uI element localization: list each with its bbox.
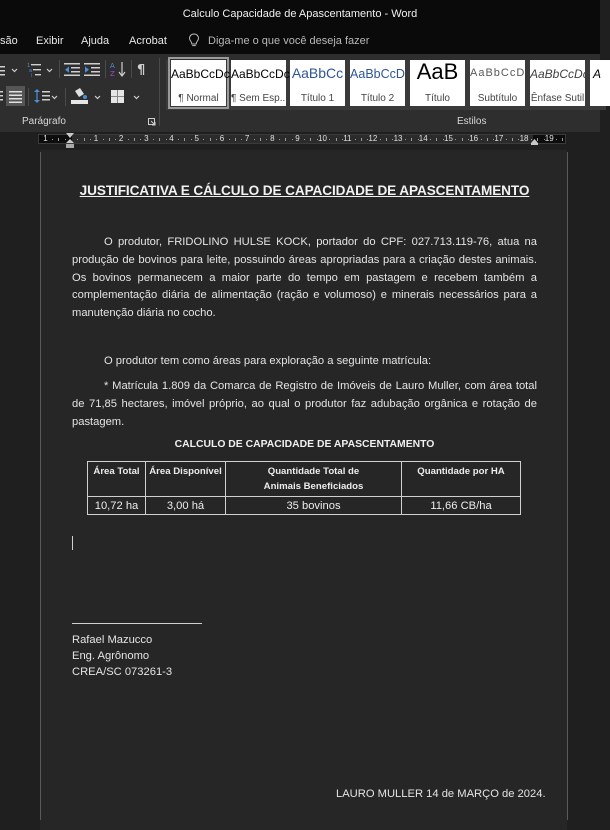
ruler-tick xyxy=(455,139,456,140)
style-normal[interactable] xyxy=(171,60,230,106)
align-right-icon[interactable] xyxy=(0,90,4,102)
signatory-registry: CREA/SC 073261-3 xyxy=(72,666,173,678)
menu-bar xyxy=(0,28,600,54)
multilevel-list-icon[interactable] xyxy=(27,62,43,77)
ruler-tick xyxy=(367,139,368,140)
ruler-tick xyxy=(210,138,211,141)
paragraph-areas: O produtor tem como áreas para exploração a seguinte matrícula: xyxy=(104,355,432,367)
style-sample: AaBbCcDc xyxy=(171,67,230,81)
ruler-tick xyxy=(285,138,286,141)
style-name: Título xyxy=(424,93,450,104)
styles-group-label: Estilos xyxy=(457,116,487,127)
header-area-total: Área Total xyxy=(88,462,146,497)
ruler-number: 19 xyxy=(544,134,554,143)
ruler-tick xyxy=(493,139,494,140)
ruler-tick xyxy=(336,138,337,141)
style-name: ¶ Normal xyxy=(178,93,219,104)
increase-indent-icon[interactable] xyxy=(84,63,100,76)
style-sample: AaBbCcDc xyxy=(530,67,589,81)
cell-area-disponivel: 3,00 há xyxy=(146,497,226,515)
style-sem-espacamento[interactable] xyxy=(231,60,290,106)
ruler-tick xyxy=(292,139,293,140)
style-name: Título 2 xyxy=(360,93,395,104)
ruler-tick xyxy=(487,138,488,141)
ruler-tick xyxy=(361,138,362,141)
table-title: CALCULO DE CAPACIDADE DE APASCENTAMENTO xyxy=(174,439,435,450)
signatory-name: Rafael Mazucco xyxy=(72,634,153,646)
line-spacing-icon[interactable] xyxy=(34,89,50,104)
ruler-tick xyxy=(128,139,129,140)
chevron-down-icon[interactable] xyxy=(46,68,53,73)
ruler-number: 11 xyxy=(343,134,352,143)
chevron-down-icon[interactable] xyxy=(94,95,101,100)
table-row xyxy=(88,497,521,515)
cell-quantidade-por-ha: 11,66 CB/ha xyxy=(402,497,521,515)
svg-text:¶: ¶ xyxy=(137,63,146,78)
ruler-tick xyxy=(241,139,242,140)
style-subtitulo[interactable] xyxy=(470,60,525,106)
styles-gallery xyxy=(166,60,606,110)
ruler-tick xyxy=(355,139,356,140)
ruler-tick xyxy=(430,139,431,140)
ruler-tick xyxy=(203,139,204,140)
header-quantidade-por-ha: Quantidade por HA xyxy=(402,462,521,497)
ruler-tick xyxy=(556,139,557,140)
tell-me-text: Diga-me o que você deseja fazer xyxy=(208,34,370,47)
ruler-number: 6 xyxy=(219,134,225,143)
style-sample: AaBbCcD xyxy=(470,67,526,79)
ruler-tick xyxy=(481,139,482,140)
style-name: Título 1 xyxy=(300,93,335,104)
ruler-tick xyxy=(191,139,192,140)
title-bar xyxy=(0,0,600,28)
horizontal-ruler[interactable] xyxy=(38,134,566,144)
ruler-tick xyxy=(468,139,469,140)
ruler-tick xyxy=(544,139,545,140)
ruler-tick xyxy=(58,138,59,141)
ruler-tick xyxy=(380,139,381,140)
ruler-tick xyxy=(266,139,267,140)
ruler-tick xyxy=(254,139,255,140)
window-title: Calculo Capacidade de Apascentamento - Word xyxy=(182,8,418,20)
ruler-number: 5 xyxy=(194,134,199,143)
ruler-number: 1 xyxy=(93,134,99,143)
ruler-tick xyxy=(216,139,217,140)
page-border-right xyxy=(567,152,568,820)
pilcrow-icon[interactable] xyxy=(137,62,148,76)
ruler-tick xyxy=(279,139,280,140)
style-enfase-sutil[interactable] xyxy=(530,60,589,106)
ruler-tick xyxy=(178,139,179,140)
style-sample: AaBbCc xyxy=(291,65,344,81)
ruler-tick xyxy=(436,138,437,141)
chevron-down-icon[interactable] xyxy=(51,95,58,100)
ruler-tick xyxy=(392,139,393,140)
ruler-number: 12 xyxy=(368,134,378,143)
chevron-down-icon[interactable] xyxy=(11,68,18,73)
indent-marker-icon[interactable] xyxy=(66,133,74,149)
ruler-tick xyxy=(166,139,167,140)
signatory-role: Eng. Agrônomo xyxy=(72,650,150,662)
ruler-tick xyxy=(134,138,135,141)
menu-revisao[interactable]: são xyxy=(0,35,18,47)
menu-acrobat[interactable]: Acrobat xyxy=(129,35,167,47)
svg-text:i: i xyxy=(31,73,33,79)
ruler-tick xyxy=(462,138,463,141)
ruler-tick xyxy=(418,139,419,140)
svg-text:A: A xyxy=(110,62,115,70)
bullets-icon[interactable] xyxy=(0,64,6,76)
ruler-tick xyxy=(342,139,343,140)
ruler-number: 8 xyxy=(270,134,275,143)
lightbulb-icon xyxy=(188,33,200,48)
cell-quantidade-animais: 35 bovinos xyxy=(226,497,402,515)
ruler-tick xyxy=(52,139,53,140)
ruler-tick xyxy=(317,139,318,140)
cell-area-total: 10,72 ha xyxy=(88,497,146,515)
ruler-tick xyxy=(115,139,116,140)
ruler-tick xyxy=(405,139,406,140)
ruler-tick xyxy=(140,139,141,140)
ribbon xyxy=(0,54,600,132)
ruler-tick xyxy=(235,138,236,141)
divider xyxy=(59,60,60,78)
style-titulo-2[interactable] xyxy=(350,60,405,106)
text-cursor xyxy=(72,536,73,550)
ruler-tick xyxy=(562,138,563,141)
decrease-indent-icon[interactable] xyxy=(64,63,80,76)
style-sample: AaB xyxy=(416,59,459,84)
paragraph-producer: O produtor, FRIDOLINO HULSE KOCK, portador do CPF: 027.713.119-76, atua na produção de bovinos para leite, possuindo áreas apropriadas para a criação destes animais. Os bovinos permanecem a maior parte do tempo em pastagem e recebem também a complementação diária de alimentação (ração e volumoso) e minerais necessários para a manutenção diária no cocho. xyxy=(72,236,537,320)
ruler-tick xyxy=(411,138,412,141)
divider xyxy=(131,60,132,78)
ruler-tick xyxy=(90,139,91,140)
paragraph-matricula: * Matrícula 1.809 da Comarca de Registro de Imóveis de Lauro Muller, com área total de 71,85 hectares, imóvel próprio, ao qual o produtor faz adubação orgânica e rotação de pastagem. xyxy=(72,380,537,428)
svg-text:a: a xyxy=(29,68,33,74)
style-name: ¶ Sem Esp... xyxy=(231,93,289,104)
right-indent-marker-icon[interactable] xyxy=(531,139,538,145)
tell-me-search[interactable] xyxy=(188,33,369,48)
divider xyxy=(159,58,160,126)
borders-icon[interactable] xyxy=(111,90,124,103)
ruler-tick xyxy=(159,138,160,141)
ruler-tick xyxy=(260,138,261,141)
date-line: LAURO MULLER 14 de MARÇO de 2024. xyxy=(336,788,546,800)
page-border-left xyxy=(40,152,41,820)
ruler-tick xyxy=(512,138,513,141)
justify-icon xyxy=(6,86,25,106)
divider xyxy=(28,88,29,106)
ruler-number: 9 xyxy=(295,134,300,143)
ruler-tick xyxy=(506,139,507,140)
paragraph-group-label: Parágrafo xyxy=(22,116,66,127)
capacity-table xyxy=(87,461,521,515)
ruler-tick xyxy=(153,139,154,140)
style-sample: AaBbCcD xyxy=(350,67,405,81)
ruler-number: 3 xyxy=(144,134,149,143)
document-title: JUSTIFICATIVA E CÁLCULO DE CAPACIDADE DE APASCENTAMENTO xyxy=(79,183,530,198)
ruler-number: 1 xyxy=(43,134,48,143)
chevron-down-icon[interactable] xyxy=(133,95,140,100)
ruler-tick xyxy=(229,139,230,140)
ruler-tick xyxy=(386,138,387,141)
ruler-number: 18 xyxy=(519,134,529,143)
divider xyxy=(65,88,66,106)
ruler-tick xyxy=(109,138,110,141)
ruler-tick xyxy=(103,139,104,140)
ruler-tick xyxy=(310,138,311,141)
style-sample: A xyxy=(593,67,602,81)
ruler-tick xyxy=(518,139,519,140)
ruler-tick xyxy=(329,139,330,140)
ruler-number: 10 xyxy=(318,134,327,143)
svg-text:Z: Z xyxy=(110,70,115,78)
ruler-tick xyxy=(77,139,78,140)
justify-button[interactable] xyxy=(6,86,25,106)
menu-exibir[interactable]: Exibir xyxy=(36,35,64,47)
style-name: Subtítulo xyxy=(477,93,518,104)
shading-icon[interactable] xyxy=(71,88,88,105)
ruler-number: 4 xyxy=(169,134,174,143)
ruler-number: 17 xyxy=(494,134,504,143)
divider xyxy=(105,60,106,78)
ruler-number: 16 xyxy=(469,134,479,143)
header-area-disponivel: Área Disponível xyxy=(146,462,226,497)
style-titulo[interactable] xyxy=(410,60,465,106)
ruler-tick xyxy=(84,138,85,141)
menu-ajuda[interactable]: Ajuda xyxy=(81,35,110,47)
ruler-tick xyxy=(184,138,185,141)
style-titulo-1[interactable] xyxy=(290,60,345,106)
ruler-tick xyxy=(443,139,444,140)
style-sample: AaBbCcDc xyxy=(231,67,290,81)
ruler-number: 13 xyxy=(393,134,403,143)
ruler-number: 14 xyxy=(418,134,428,143)
ruler-tick xyxy=(304,139,305,140)
style-more[interactable] xyxy=(590,60,610,106)
ruler-number: 15 xyxy=(444,134,453,143)
svg-text:1: 1 xyxy=(27,63,31,69)
sort-icon[interactable] xyxy=(110,61,126,78)
dialog-launcher-icon[interactable] xyxy=(148,118,156,126)
table-header-row xyxy=(88,462,521,497)
style-name: Ênfase Sutil xyxy=(530,93,585,104)
header-quantidade-animais: Quantidade Total de Animais Beneficiados xyxy=(226,462,402,497)
signature-line xyxy=(72,623,202,624)
ruler-number: 7 xyxy=(244,134,250,143)
ruler-number: 2 xyxy=(118,134,124,143)
